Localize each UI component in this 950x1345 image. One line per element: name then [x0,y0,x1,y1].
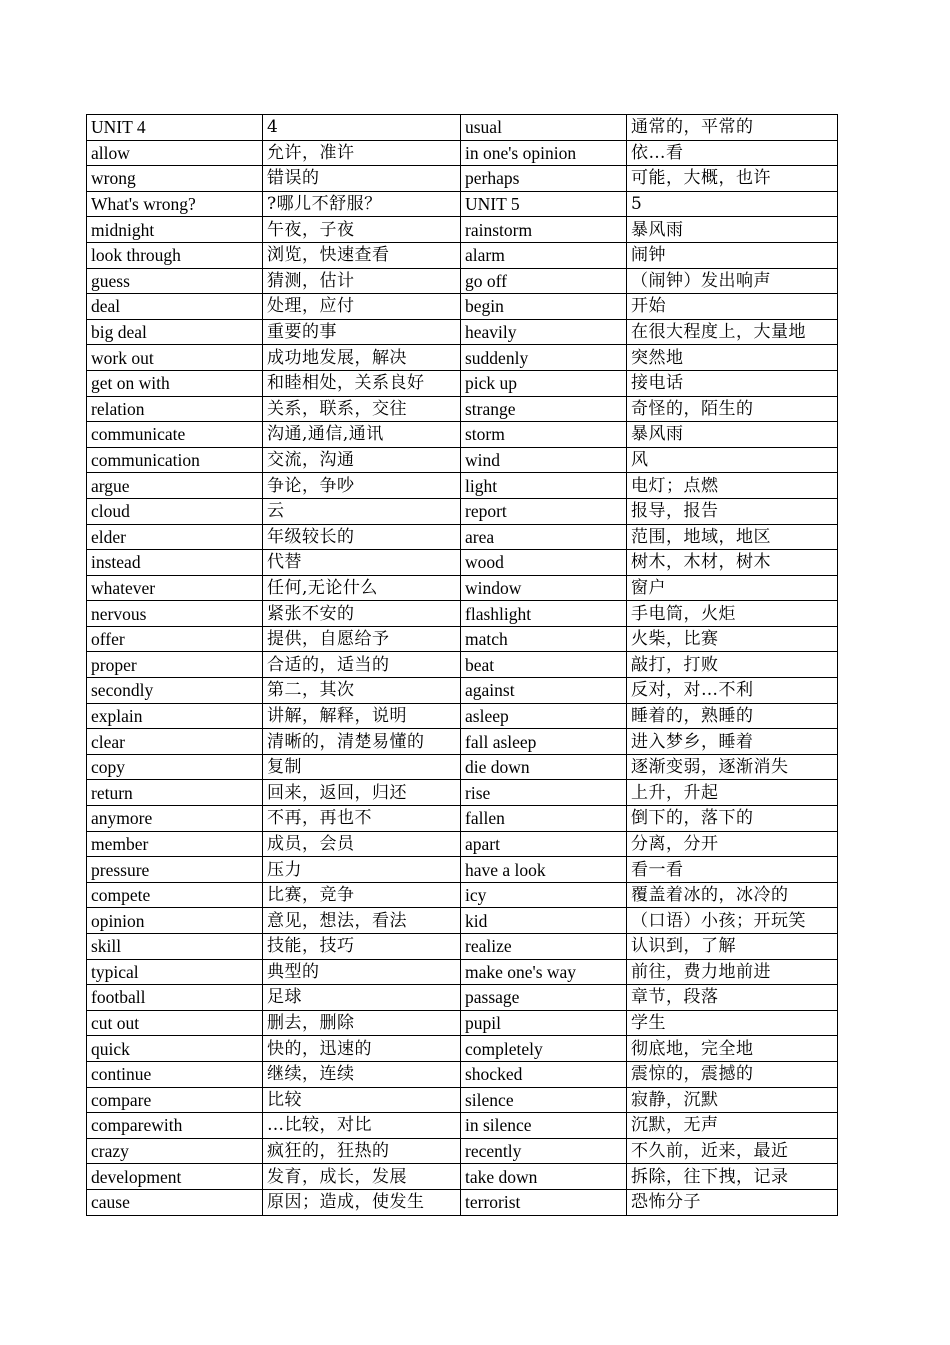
english-word-right-cell: make one's way [461,959,627,985]
english-word-left-cell: proper [87,652,263,678]
chinese-meaning-right-cell: 风 [627,447,838,473]
chinese-meaning-right-cell: （闹钟）发出响声 [627,268,838,294]
chinese-meaning-left-cell: 意见，想法，看法 [263,908,461,934]
chinese-meaning-right-cell: 上升，升起 [627,780,838,806]
english-word-right-cell: fallen [461,806,627,832]
english-word-right-cell: rise [461,780,627,806]
chinese-meaning-right-cell: 彻底地，完全地 [627,1036,838,1062]
chinese-meaning-left-cell: 不再，再也不 [263,806,461,832]
chinese-meaning-left-cell: 关系，联系，交往 [263,396,461,422]
chinese-meaning-right-cell: 震惊的，震撼的 [627,1061,838,1087]
chinese-meaning-left-cell: 技能，技巧 [263,934,461,960]
chinese-meaning-left-cell: 4 [263,115,461,141]
english-word-right-cell: UNIT 5 [461,191,627,217]
english-word-right-cell: against [461,678,627,704]
english-word-left-cell: deal [87,294,263,320]
table-row [87,959,838,985]
table-row [87,473,838,499]
chinese-meaning-left-cell: 比较 [263,1087,461,1113]
chinese-meaning-left-cell: 午夜，子夜 [263,217,461,243]
table-row [87,524,838,550]
chinese-meaning-right-cell: 树木，木材，树木 [627,550,838,576]
chinese-meaning-left-cell: …比较，对比 [263,1113,461,1139]
chinese-meaning-left-cell: 任何,无论什么 [263,575,461,601]
chinese-meaning-left-cell: 猜测，估计 [263,268,461,294]
table-row [87,550,838,576]
vocabulary-table [86,114,838,1216]
english-word-left-cell: get on with [87,370,263,396]
table-row [87,447,838,473]
table-row [87,268,838,294]
english-word-right-cell: completely [461,1036,627,1062]
table-row [87,703,838,729]
english-word-left-cell: explain [87,703,263,729]
english-word-left-cell: anymore [87,806,263,832]
chinese-meaning-right-cell: 接电话 [627,370,838,396]
table-row [87,1138,838,1164]
english-word-right-cell: alarm [461,242,627,268]
chinese-meaning-right-cell: 寂静，沉默 [627,1087,838,1113]
english-word-right-cell: wind [461,447,627,473]
english-word-left-cell: look through [87,242,263,268]
chinese-meaning-left-cell: 复制 [263,754,461,780]
table-row [87,882,838,908]
chinese-meaning-right-cell: 突然地 [627,345,838,371]
english-word-right-cell: perhaps [461,166,627,192]
english-word-right-cell: wood [461,550,627,576]
chinese-meaning-left-cell: 处理，应付 [263,294,461,320]
english-word-right-cell: in silence [461,1113,627,1139]
table-row [87,140,838,166]
table-row [87,985,838,1011]
english-word-right-cell: silence [461,1087,627,1113]
chinese-meaning-right-cell: 前往，费力地前进 [627,959,838,985]
english-word-left-cell: compare [87,1087,263,1113]
table-row [87,908,838,934]
english-word-right-cell: beat [461,652,627,678]
chinese-meaning-right-cell: 依…看 [627,140,838,166]
chinese-meaning-left-cell: 疯狂的，狂热的 [263,1138,461,1164]
english-word-right-cell: terrorist [461,1189,627,1215]
table-row [87,934,838,960]
english-word-left-cell: cut out [87,1010,263,1036]
chinese-meaning-left-cell: 重要的事 [263,319,461,345]
chinese-meaning-right-cell: 反对，对…不利 [627,678,838,704]
chinese-meaning-left-cell: 浏览，快速查看 [263,242,461,268]
english-word-left-cell: cause [87,1189,263,1215]
table-row [87,1061,838,1087]
chinese-meaning-left-cell: 发育，成长，发展 [263,1164,461,1190]
chinese-meaning-left-cell: 典型的 [263,959,461,985]
chinese-meaning-right-cell: 开始 [627,294,838,320]
english-word-left-cell: communicate [87,422,263,448]
english-word-right-cell: heavily [461,319,627,345]
english-word-right-cell: area [461,524,627,550]
english-word-left-cell: continue [87,1061,263,1087]
chinese-meaning-right-cell: 逐渐变弱，逐渐消失 [627,754,838,780]
table-row [87,831,838,857]
english-word-right-cell: asleep [461,703,627,729]
chinese-meaning-left-cell: 紧张不安的 [263,601,461,627]
chinese-meaning-right-cell: 沉默，无声 [627,1113,838,1139]
english-word-left-cell: guess [87,268,263,294]
chinese-meaning-left-cell: 代替 [263,550,461,576]
english-word-right-cell: in one's opinion [461,140,627,166]
chinese-meaning-left-cell: 足球 [263,985,461,1011]
chinese-meaning-left-cell: 争论，争吵 [263,473,461,499]
english-word-left-cell: nervous [87,601,263,627]
english-word-left-cell: compete [87,882,263,908]
english-word-left-cell: big deal [87,319,263,345]
english-word-right-cell: have a look [461,857,627,883]
english-word-right-cell: report [461,498,627,524]
english-word-left-cell: argue [87,473,263,499]
english-word-left-cell: relation [87,396,263,422]
chinese-meaning-right-cell: 手电筒，火炬 [627,601,838,627]
chinese-meaning-right-cell: 奇怪的，陌生的 [627,396,838,422]
chinese-meaning-right-cell: 在很大程度上，大量地 [627,319,838,345]
english-word-left-cell: elder [87,524,263,550]
english-word-right-cell: strange [461,396,627,422]
table-row [87,319,838,345]
chinese-meaning-right-cell: 覆盖着冰的，冰冷的 [627,882,838,908]
english-word-left-cell: midnight [87,217,263,243]
chinese-meaning-right-cell: 范围，地域，地区 [627,524,838,550]
chinese-meaning-right-cell: 火柴，比赛 [627,626,838,652]
english-word-right-cell: storm [461,422,627,448]
english-word-right-cell: passage [461,985,627,1011]
table-row [87,396,838,422]
english-word-left-cell: football [87,985,263,1011]
english-word-left-cell: What's wrong? [87,191,263,217]
english-word-left-cell: allow [87,140,263,166]
chinese-meaning-left-cell: 清晰的，清楚易懂的 [263,729,461,755]
english-word-left-cell: crazy [87,1138,263,1164]
chinese-meaning-left-cell: 继续，连续 [263,1061,461,1087]
english-word-right-cell: kid [461,908,627,934]
english-word-right-cell: take down [461,1164,627,1190]
english-word-right-cell: window [461,575,627,601]
english-word-left-cell: cloud [87,498,263,524]
table-row [87,1036,838,1062]
table-row [87,422,838,448]
chinese-meaning-right-cell: 倒下的，落下的 [627,806,838,832]
table-row [87,115,838,141]
chinese-meaning-right-cell: 进入梦乡，睡着 [627,729,838,755]
english-word-left-cell: whatever [87,575,263,601]
chinese-meaning-right-cell: 窗户 [627,575,838,601]
table-row [87,575,838,601]
english-word-left-cell: secondly [87,678,263,704]
english-word-right-cell: fall asleep [461,729,627,755]
chinese-meaning-right-cell: 拆除，往下拽，记录 [627,1164,838,1190]
english-word-left-cell: wrong [87,166,263,192]
chinese-meaning-right-cell: 闹钟 [627,242,838,268]
chinese-meaning-left-cell: 成员，会员 [263,831,461,857]
chinese-meaning-right-cell: 敲打，打败 [627,652,838,678]
chinese-meaning-left-cell: 第二，其次 [263,678,461,704]
table-row [87,626,838,652]
chinese-meaning-left-cell: 原因；造成，使发生 [263,1189,461,1215]
chinese-meaning-left-cell: 删去，删除 [263,1010,461,1036]
english-word-right-cell: pupil [461,1010,627,1036]
chinese-meaning-left-cell: 比赛，竞争 [263,882,461,908]
english-word-right-cell: flashlight [461,601,627,627]
chinese-meaning-left-cell: 讲解，解释，说明 [263,703,461,729]
chinese-meaning-right-cell: 章节，段落 [627,985,838,1011]
table-row [87,729,838,755]
chinese-meaning-right-cell: 报导，报告 [627,498,838,524]
chinese-meaning-left-cell: 云 [263,498,461,524]
table-row [87,601,838,627]
chinese-meaning-right-cell: 暴风雨 [627,422,838,448]
table-row [87,754,838,780]
english-word-left-cell: copy [87,754,263,780]
english-word-right-cell: usual [461,115,627,141]
chinese-meaning-left-cell: ?哪儿不舒服？ [263,191,461,217]
english-word-right-cell: shocked [461,1061,627,1087]
chinese-meaning-right-cell: 电灯；点燃 [627,473,838,499]
table-row [87,780,838,806]
table-row [87,678,838,704]
chinese-meaning-left-cell: 沟通,通信,通讯 [263,422,461,448]
chinese-meaning-right-cell: 通常的，平常的 [627,115,838,141]
english-word-right-cell: begin [461,294,627,320]
chinese-meaning-right-cell: 不久前，近来，最近 [627,1138,838,1164]
chinese-meaning-left-cell: 允许，准许 [263,140,461,166]
english-word-right-cell: recently [461,1138,627,1164]
english-word-left-cell: instead [87,550,263,576]
chinese-meaning-left-cell: 合适的，适当的 [263,652,461,678]
english-word-right-cell: rainstorm [461,217,627,243]
table-row [87,806,838,832]
table-row [87,294,838,320]
table-row [87,652,838,678]
table-row [87,857,838,883]
chinese-meaning-right-cell: 认识到，了解 [627,934,838,960]
table-row [87,1010,838,1036]
chinese-meaning-left-cell: 错误的 [263,166,461,192]
chinese-meaning-right-cell: 看一看 [627,857,838,883]
english-word-left-cell: opinion [87,908,263,934]
chinese-meaning-right-cell: 可能，大概，也许 [627,166,838,192]
english-word-left-cell: UNIT 4 [87,115,263,141]
table-row [87,1164,838,1190]
table-row [87,191,838,217]
english-word-left-cell: offer [87,626,263,652]
table-row [87,1113,838,1139]
english-word-left-cell: clear [87,729,263,755]
english-word-left-cell: comparewith [87,1113,263,1139]
english-word-left-cell: development [87,1164,263,1190]
english-word-right-cell: die down [461,754,627,780]
english-word-left-cell: pressure [87,857,263,883]
chinese-meaning-right-cell: 学生 [627,1010,838,1036]
table-row [87,242,838,268]
chinese-meaning-right-cell: 暴风雨 [627,217,838,243]
chinese-meaning-left-cell: 交流，沟通 [263,447,461,473]
english-word-left-cell: return [87,780,263,806]
english-word-left-cell: member [87,831,263,857]
english-word-right-cell: match [461,626,627,652]
english-word-right-cell: realize [461,934,627,960]
table-row [87,1087,838,1113]
chinese-meaning-left-cell: 提供，自愿给予 [263,626,461,652]
vocabulary-table-body [87,115,838,1216]
table-row [87,1189,838,1215]
english-word-left-cell: typical [87,959,263,985]
table-row [87,345,838,371]
chinese-meaning-left-cell: 回来，返回，归还 [263,780,461,806]
chinese-meaning-left-cell: 和睦相处，关系良好 [263,370,461,396]
chinese-meaning-right-cell: 分离，分开 [627,831,838,857]
english-word-right-cell: light [461,473,627,499]
english-word-right-cell: suddenly [461,345,627,371]
table-row [87,166,838,192]
english-word-left-cell: communication [87,447,263,473]
english-word-left-cell: skill [87,934,263,960]
chinese-meaning-right-cell: （口语）小孩；开玩笑 [627,908,838,934]
english-word-right-cell: apart [461,831,627,857]
chinese-meaning-right-cell: 5 [627,191,838,217]
chinese-meaning-left-cell: 年级较长的 [263,524,461,550]
chinese-meaning-left-cell: 快的，迅速的 [263,1036,461,1062]
english-word-right-cell: pick up [461,370,627,396]
table-row [87,217,838,243]
chinese-meaning-right-cell: 恐怖分子 [627,1189,838,1215]
english-word-left-cell: quick [87,1036,263,1062]
chinese-meaning-right-cell: 睡着的，熟睡的 [627,703,838,729]
table-row [87,498,838,524]
english-word-right-cell: icy [461,882,627,908]
chinese-meaning-left-cell: 成功地发展，解决 [263,345,461,371]
english-word-right-cell: go off [461,268,627,294]
chinese-meaning-left-cell: 压力 [263,857,461,883]
table-row [87,370,838,396]
english-word-left-cell: work out [87,345,263,371]
